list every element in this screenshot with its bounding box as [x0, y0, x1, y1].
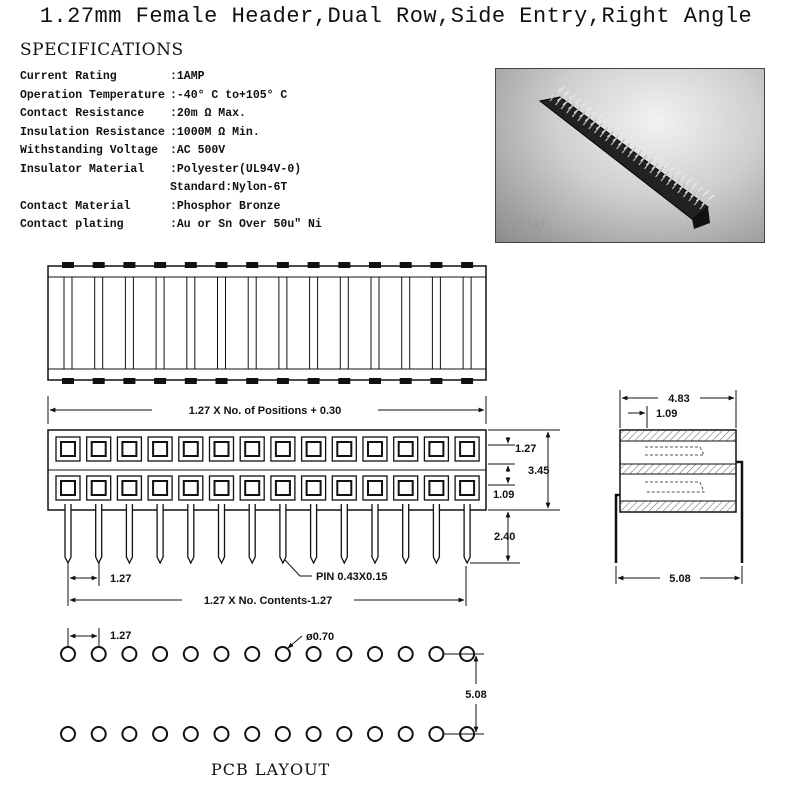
contact-tab	[369, 262, 381, 268]
socket-opening	[429, 481, 443, 495]
dim-side-offset: 1.09	[656, 408, 678, 420]
socket-opening	[153, 442, 167, 456]
dim-pcb-pitch: 1.27	[110, 630, 132, 642]
socket-opening	[184, 481, 198, 495]
pcb-hole	[61, 727, 75, 741]
pcb-hole	[122, 647, 136, 661]
dim-pin-pitch: 1.27	[110, 573, 132, 585]
contact-tab	[123, 378, 135, 384]
pcb-hole	[153, 647, 167, 661]
dim-pcb-row-spacing: 5.08	[465, 689, 487, 701]
spec-value: :Polyester(UL94V-0)	[170, 162, 302, 176]
side-pin	[736, 462, 742, 563]
dim-pcb-hole: ø0.70	[306, 631, 335, 643]
spec-label: Contact plating	[20, 218, 124, 231]
contact-tab	[185, 378, 197, 384]
dim-total-length: 1.27 X No. of Positions + 0.30	[188, 405, 342, 417]
contact-tab	[62, 262, 74, 268]
pin	[311, 504, 317, 563]
spec-label: Insulator Material	[20, 162, 145, 176]
pin	[65, 504, 71, 563]
socket-opening	[337, 442, 351, 456]
top-view-body	[48, 266, 486, 380]
pin	[372, 504, 378, 563]
contact-tab	[461, 378, 473, 384]
socket-opening	[307, 481, 321, 495]
pin	[249, 504, 255, 563]
specifications-heading: SPECIFICATIONS	[20, 40, 184, 60]
pcb-hole	[307, 647, 321, 661]
pin	[188, 504, 194, 563]
spec-label: Contact Material	[20, 199, 131, 213]
front-view	[48, 396, 560, 607]
socket-opening	[245, 442, 259, 456]
pcb-hole	[61, 647, 75, 661]
pin	[96, 504, 102, 563]
pcb-hole	[215, 727, 229, 741]
hatched-wall	[621, 431, 735, 441]
socket-opening	[153, 481, 167, 495]
contact-tab	[461, 262, 473, 268]
pin	[280, 504, 286, 563]
pcb-hole	[399, 727, 413, 741]
spec-label: Contact Resistance	[20, 107, 145, 120]
pin	[219, 504, 225, 563]
dim-contents-length: 1.27 X No. Contents-1.27	[203, 595, 333, 607]
pcb-hole	[337, 647, 351, 661]
socket-opening	[92, 481, 106, 495]
pcb-layout-label: PCB LAYOUT	[211, 760, 331, 779]
contact-tab	[430, 262, 442, 268]
contact-tab	[246, 378, 258, 384]
socket-opening	[245, 481, 259, 495]
pcb-hole	[92, 647, 106, 661]
socket-opening	[399, 442, 413, 456]
pcb-hole	[276, 727, 290, 741]
contact-tab	[123, 262, 135, 268]
socket-opening	[122, 481, 136, 495]
socket-opening	[215, 442, 229, 456]
leader-line	[285, 560, 312, 576]
page-title: 1.27mm Female Header,Dual Row,Side Entry,Right Angle	[39, 4, 753, 29]
spec-value: :1AMP	[170, 70, 205, 83]
top-view	[48, 262, 486, 384]
spec-value: Standard:Nylon-6T	[170, 181, 288, 194]
spec-label: Insulation Resistance	[20, 125, 165, 139]
socket-opening	[368, 442, 382, 456]
spec-label: Withstanding Voltage	[20, 144, 159, 157]
socket-opening	[460, 442, 474, 456]
contact-tab	[338, 378, 350, 384]
pin	[157, 504, 163, 563]
pcb-hole	[184, 647, 198, 661]
spec-value: :Au or Sn Over 50u" Ni	[170, 218, 322, 231]
contact-tab	[430, 378, 442, 384]
dim-pin-length: 2.40	[494, 531, 516, 543]
socket-opening	[61, 481, 75, 495]
pcb-hole	[276, 647, 290, 661]
dim-side-width: 4.83	[668, 393, 690, 405]
pin	[403, 504, 409, 563]
spec-label: Current Rating	[20, 70, 117, 83]
socket-opening	[92, 442, 106, 456]
leader-line	[288, 636, 302, 648]
pcb-hole	[399, 647, 413, 661]
dim-pitch-top: 1.27	[515, 443, 537, 455]
contact-tab	[308, 378, 320, 384]
photo-watermark: YLW	[504, 218, 546, 238]
pcb-hole	[245, 727, 259, 741]
contact-tab	[62, 378, 74, 384]
pcb-hole	[92, 727, 106, 741]
spec-value: :Phosphor Bronze	[170, 199, 281, 213]
pcb-hole	[429, 647, 443, 661]
contact-tab	[154, 262, 166, 268]
pcb-hole	[429, 727, 443, 741]
contact-tab	[246, 262, 258, 268]
dim-pin-size: PIN 0.43X0.15	[316, 571, 388, 583]
contact-tab	[400, 378, 412, 384]
contact-tab	[216, 378, 228, 384]
hatched-wall	[621, 464, 735, 474]
pcb-hole	[184, 727, 198, 741]
dim-row-offset: 1.09	[493, 489, 515, 501]
contact-tab	[277, 262, 289, 268]
contact-tab	[93, 262, 105, 268]
pin	[464, 504, 470, 563]
spec-value: :1000M Ω Min.	[170, 125, 260, 139]
contact-tab	[277, 378, 289, 384]
contact-tab	[154, 378, 166, 384]
spec-value: :AC 500V	[170, 144, 226, 157]
socket-opening	[307, 442, 321, 456]
socket-opening	[399, 481, 413, 495]
contact-tab	[400, 262, 412, 268]
socket-opening	[215, 481, 229, 495]
spec-label: Operation Temperature	[20, 88, 165, 102]
socket-opening	[429, 442, 443, 456]
socket-opening	[460, 481, 474, 495]
spec-value: :-40° C to+105° C	[170, 88, 288, 102]
socket-opening	[276, 442, 290, 456]
contact-tab	[338, 262, 350, 268]
pcb-layout	[61, 628, 487, 741]
dim-height: 3.45	[528, 465, 550, 477]
socket-opening	[184, 442, 198, 456]
pcb-hole	[337, 727, 351, 741]
spec-value: :20m Ω Max.	[170, 107, 246, 120]
pin	[433, 504, 439, 563]
hatched-wall	[621, 501, 735, 511]
side-view	[616, 390, 742, 585]
pcb-hole	[368, 647, 382, 661]
pin	[341, 504, 347, 563]
pcb-hole	[368, 727, 382, 741]
contact-tab	[185, 262, 197, 268]
contact-tab	[369, 378, 381, 384]
contact-tab	[93, 378, 105, 384]
socket-opening	[122, 442, 136, 456]
socket-opening	[61, 442, 75, 456]
socket-opening	[368, 481, 382, 495]
socket-opening	[276, 481, 290, 495]
pcb-hole	[307, 727, 321, 741]
contact-tab	[308, 262, 320, 268]
dim-side-pin-spacing: 5.08	[669, 573, 691, 585]
socket-opening	[337, 481, 351, 495]
pcb-hole	[122, 727, 136, 741]
pcb-hole	[153, 727, 167, 741]
pcb-hole	[215, 647, 229, 661]
contact-tab	[216, 262, 228, 268]
pcb-hole	[245, 647, 259, 661]
pin	[126, 504, 132, 563]
